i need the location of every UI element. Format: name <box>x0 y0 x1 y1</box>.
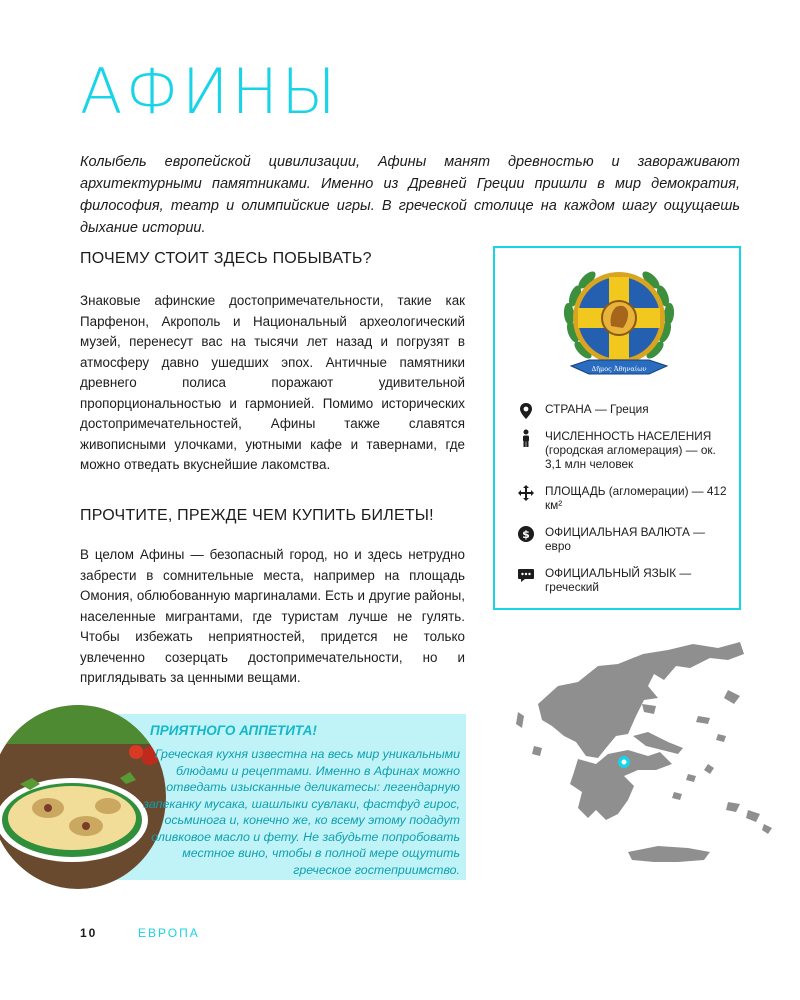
speech-bubble-icon <box>517 566 535 584</box>
greece-map <box>478 624 778 884</box>
fact-population-text: ЧИСЛЕННОСТЬ НАСЕЛЕНИЯ (городская агломерация) — ок. 3,1 млн человек <box>545 429 716 471</box>
before-tickets-heading: ПРОЧТИТЕ, ПРЕЖДЕ ЧЕМ КУПИТЬ БИЛЕТЫ! <box>80 507 434 524</box>
before-tickets-text: В целом Афины — безопасный город, но и здесь нетрудно забрести в сомнительные места, например на площадь Омония, облюбованную маргиналами. Есть и другие районы, населенные мигрантами, где туристам лучше не гулять. Чтобы избежать неприятностей, придется не только увлеченно созерцать достопримечательности, но и приглядывать за ценными вещами. <box>80 547 465 685</box>
fact-country-text: СТРАНА — Греция <box>545 402 649 416</box>
fact-language-text: ОФИЦИАЛЬНЫЙ ЯЗЫК — греческий <box>545 566 692 594</box>
person-icon <box>517 429 535 447</box>
fact-area-text: ПЛОЩАДЬ (агломерации) — 412 км² <box>545 484 727 512</box>
facts-list <box>517 402 729 607</box>
page-title: АФИНЫ <box>80 55 339 128</box>
emblem-caption: Δῆμος Ἀθηναίων <box>591 365 647 373</box>
food-text: Греческая кухня известна на весь мир уникальными блюдами и рецептами. Именно в Афинах можно отведать изысканные деликатесы: легендарную запеканку мусака, шашлыки сувлаки, фастфуд гирос, осьминога и, конечно же, ко всему этому подадут оливковое масло и фету. Не забудьте попробовать местное вино, чтобы в полной мере ощутить греческое гостеприимство. <box>143 747 460 877</box>
fact-currency <box>517 525 729 553</box>
section-name: ЕВРОПА <box>138 926 200 940</box>
why-visit-text: Знаковые афинские достопримечательности, такие как Парфенон, Акрополь и Национальный археологический музей, перенесут вас на тысячи лет назад и погрузят в атмосферу давно ушедших эпох. Античные памятники древнего полиса поражают удивительной пропорциональностью и гармонией. Помимо исторических достопримечательностей, Афины также славятся живописными улочками, уютными кафе и тавернами, где можно отведать вкуснейшие лакомства. <box>80 293 465 472</box>
fact-currency-text: ОФИЦИАЛЬНАЯ ВАЛЮТА — евро <box>545 525 705 553</box>
page-number: 10 <box>80 926 98 940</box>
fact-area <box>517 484 729 512</box>
fact-country <box>517 402 729 416</box>
city-facts-box <box>493 246 741 610</box>
location-pin-icon <box>517 402 535 420</box>
intro-paragraph: Колыбель европейской цивилизации, Афины манят древностью и завораживают архитектурными памятниками. Именно из Древней Греции пришли в мир демократия, философия, театр и олимпийские игры. В греческой столице на каждом шагу ощущаешь дыхание истории. <box>80 154 740 236</box>
athens-emblem-icon <box>559 262 679 388</box>
dollar-coin-icon <box>517 525 535 543</box>
fact-population <box>517 429 729 471</box>
svg-text:$: $ <box>522 528 530 541</box>
fact-language <box>517 566 729 594</box>
move-arrows-icon <box>517 484 535 502</box>
food-heading: ПРИЯТНОГО АППЕТИТА! <box>150 723 317 738</box>
why-visit-heading: ПОЧЕМУ СТОИТ ЗДЕСЬ ПОБЫВАТЬ? <box>80 250 372 267</box>
